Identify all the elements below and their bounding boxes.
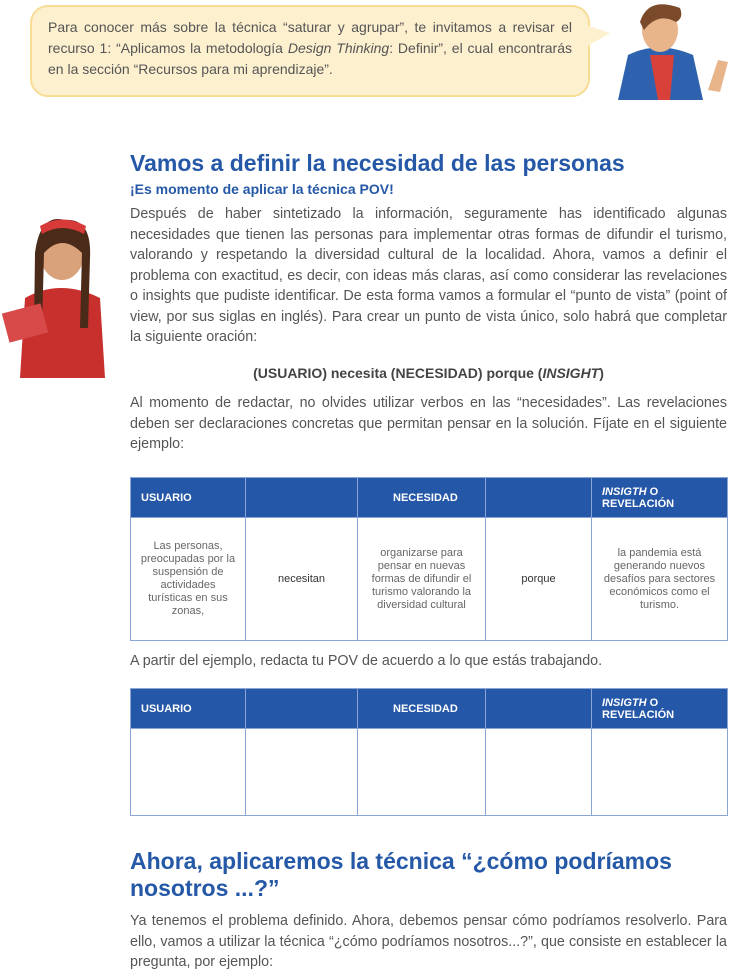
- cell-necesitan: necesitan: [246, 518, 358, 641]
- header-usuario: USUARIO: [131, 478, 246, 518]
- header-necesidad: NECESIDAD: [358, 478, 486, 518]
- section-subtitle: ¡Es momento de aplicar la técnica POV!: [130, 181, 394, 197]
- tip-speech-bubble: [30, 5, 590, 97]
- section-title-hmw: Ahora, aplicaremos la técnica “¿cómo podríamos nosotros ...?”: [130, 848, 672, 901]
- cell-insight: la pandemia está generando nuevos desafíos para sectores económicos como el turismo.: [592, 518, 728, 641]
- header-insight-rest: O REVELACIÓN: [602, 485, 675, 510]
- section-title-pov: Vamos a definir la necesidad de las personas: [130, 150, 625, 176]
- student-pov-table: [130, 688, 728, 816]
- input-cell-insight[interactable]: [592, 729, 728, 816]
- header-insight: [592, 478, 728, 518]
- header-blank: [246, 478, 358, 518]
- formula-italic: INSIGHT: [542, 365, 600, 381]
- boy-character-illustration: [598, 0, 738, 100]
- tip-text: Para conocer más sobre la técnica “saturar y agrupar”, te invitamos a revisar el recurso 1: “Aplicamos la metodología: [48, 19, 572, 56]
- header-blank: [486, 689, 592, 729]
- tip-text-end: : Definir”, el cual encontrarás en la sección “Recursos para mi aprendizaje”.: [48, 40, 573, 77]
- cell-usuario: Las personas, preocupadas por la suspensión de actividades turísticas en sus zonas,: [131, 518, 246, 641]
- girl-character-illustration: [0, 208, 120, 378]
- input-cell-verb[interactable]: [246, 729, 358, 816]
- header-necesidad: NECESIDAD: [358, 689, 486, 729]
- header-blank: [486, 478, 592, 518]
- header-insight: [592, 689, 728, 729]
- header-insight-italic: INSIGTH: [602, 696, 647, 709]
- hmw-paragraph: Ya tenemos el problema definido. Ahora, debemos pensar cómo podríamos resolverlo. Para ello, vamos a utilizar la técnica “¿cómo podríamos nosotros...?”, que consiste en establecer la pregunta, por ejemplo:: [130, 913, 727, 970]
- input-cell-porque[interactable]: [486, 729, 592, 816]
- formula-text: (USUARIO) necesita (NECESIDAD) porque (: [253, 365, 543, 381]
- example-pov-table: [130, 477, 728, 641]
- header-insight-rest: O REVELACIÓN: [602, 696, 675, 721]
- intro-paragraph: Después de haber sintetizado la información, seguramente has identificado algunas necesidades que tienen las personas para implementar otras formas de difundir el turismo, valorando y respetando la diversidad cultural de la localidad. Ahora, vamos a definir el problema con exactitud, es decir, con ideas más claras, así como considerar las revelaciones o insights que pudiste identificar. De esta forma vamos a formular el “punto de vista” (point of view, por sus siglas en inglés). Para crear un punto de vista único, solo habrá que completar la siguiente oración:: [130, 206, 727, 345]
- header-usuario: USUARIO: [131, 689, 246, 729]
- header-blank: [246, 689, 358, 729]
- formula-end: ): [599, 365, 604, 381]
- cell-necesidad: organizarse para pensar en nuevas formas de difundir el turismo valorando la diversidad cultural: [358, 518, 486, 641]
- instruction-paragraph: Al momento de redactar, no olvides utilizar verbos en las “necesidades”. Las revelaciones deben ser declaraciones concretas que permitan pensar en la solución. Fíjate en el siguiente ejemplo:: [130, 395, 727, 452]
- pov-formula: [130, 365, 727, 381]
- input-cell-usuario[interactable]: [131, 729, 246, 816]
- header-insight-italic: INSIGTH: [602, 485, 647, 498]
- cell-porque: porque: [486, 518, 592, 641]
- task-paragraph: A partir del ejemplo, redacta tu POV de acuerdo a lo que estás trabajando.: [130, 653, 603, 669]
- input-cell-necesidad[interactable]: [358, 729, 486, 816]
- tip-italic: Design Thinking: [287, 40, 390, 56]
